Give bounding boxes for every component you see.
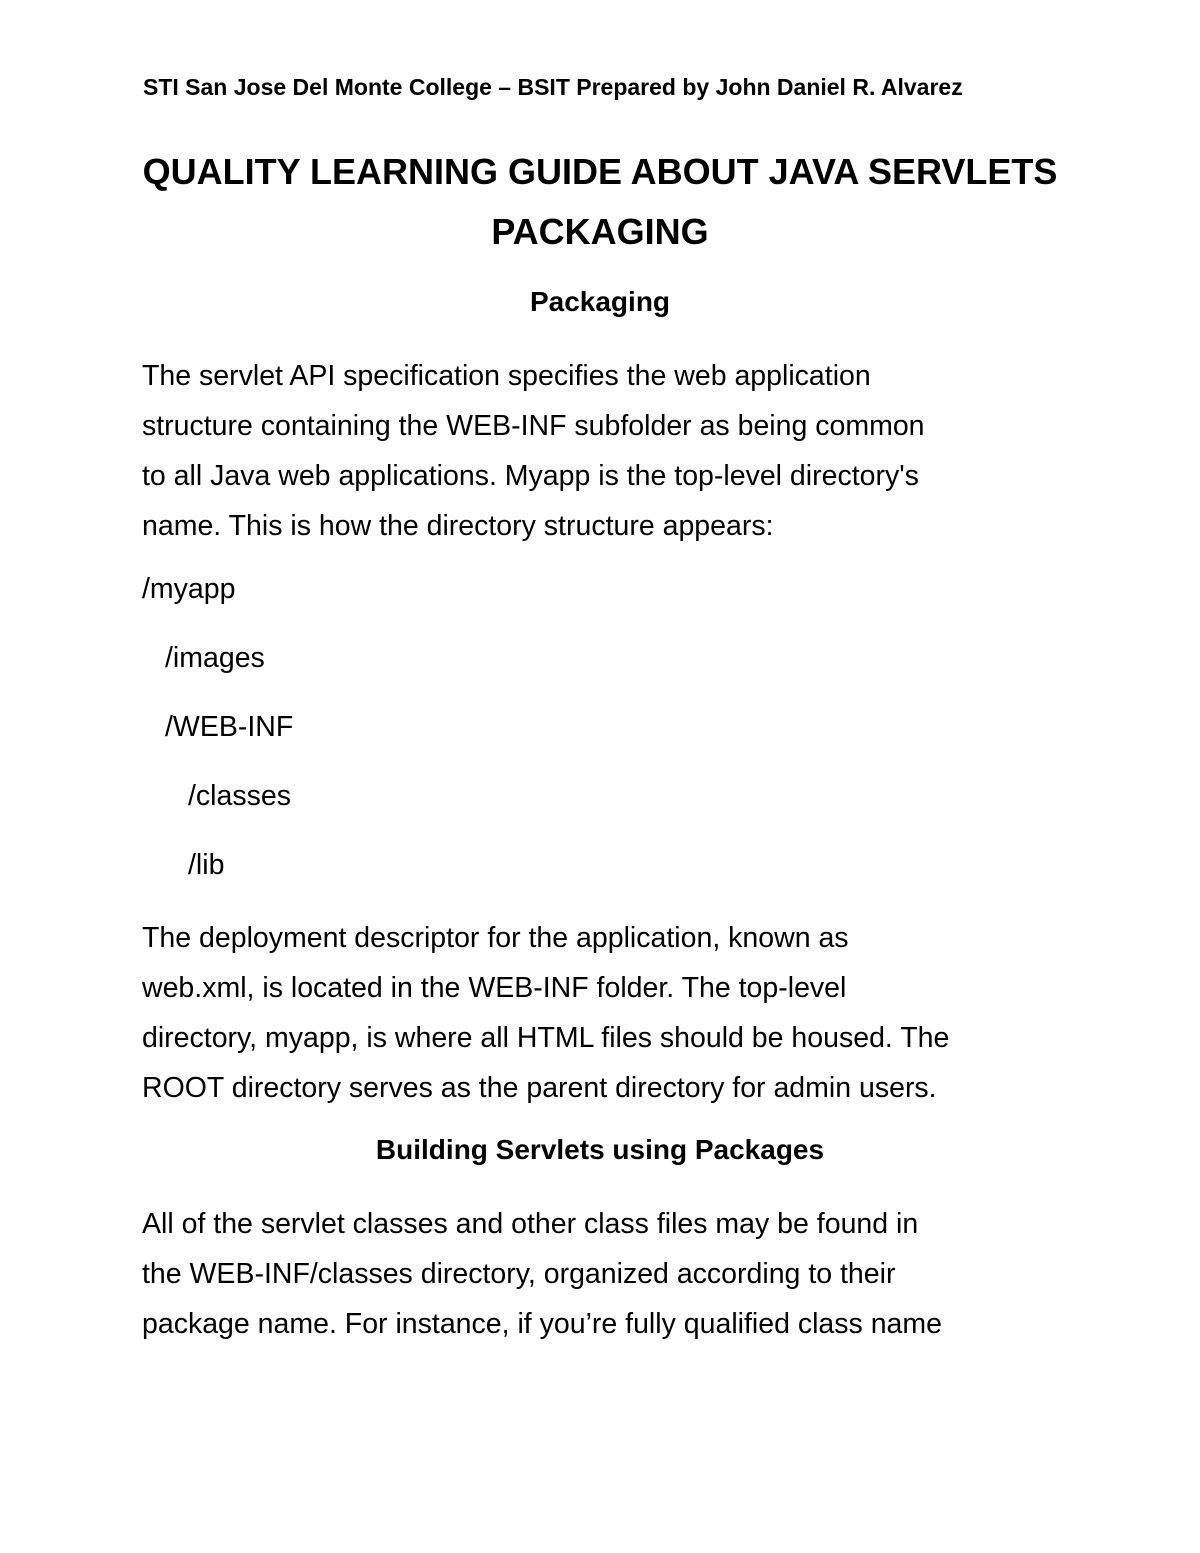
- building-servlets-paragraph: [142, 1199, 1072, 1349]
- paragraph-line: web.xml, is located in the WEB-INF folder. The top-level: [142, 972, 847, 1004]
- page-header: STI San Jose Del Monte College – BSIT Prepared by John Daniel R. Alvarez: [143, 74, 963, 100]
- paragraph-line: to all Java web applications. Myapp is the top-level directory's: [142, 460, 919, 492]
- directory-tree-item-myapp: /myapp: [142, 573, 236, 605]
- section-heading-packaging: Packaging: [529, 286, 671, 317]
- paragraph-line: All of the servlet classes and other class files may be found in: [142, 1208, 919, 1240]
- paragraph-line: The servlet API specification specifies the web application: [142, 360, 871, 392]
- deployment-descriptor-paragraph: [142, 913, 1072, 1113]
- paragraph-line: The deployment descriptor for the application, known as: [142, 922, 849, 954]
- paragraph-line: structure containing the WEB-INF subfolder as being common: [142, 410, 925, 442]
- paragraph-line: ROOT directory serves as the parent directory for admin users.: [142, 1072, 937, 1104]
- directory-tree-item-web-inf: /WEB-INF: [165, 711, 294, 743]
- paragraph-line: directory, myapp, is where all HTML files should be housed. The: [142, 1022, 950, 1054]
- directory-tree-item-classes: /classes: [188, 780, 291, 812]
- paragraph-line: the WEB-INF/classes directory, organized according to their: [142, 1258, 896, 1290]
- directory-tree-item-lib: /lib: [188, 849, 225, 881]
- document-title-line-1: QUALITY LEARNING GUIDE ABOUT JAVA SERVLETS: [142, 151, 1058, 192]
- document-title-line-2: PACKAGING: [491, 211, 709, 252]
- paragraph-line: name. This is how the directory structure appears:: [142, 510, 774, 542]
- packaging-paragraph: [142, 351, 1072, 551]
- document-title: [100, 142, 1100, 262]
- paragraph-line: package name. For instance, if you’re fully qualified class name: [142, 1308, 942, 1340]
- directory-tree-item-images: /images: [165, 642, 265, 674]
- section-heading-building-servlets: Building Servlets using Packages: [375, 1134, 825, 1165]
